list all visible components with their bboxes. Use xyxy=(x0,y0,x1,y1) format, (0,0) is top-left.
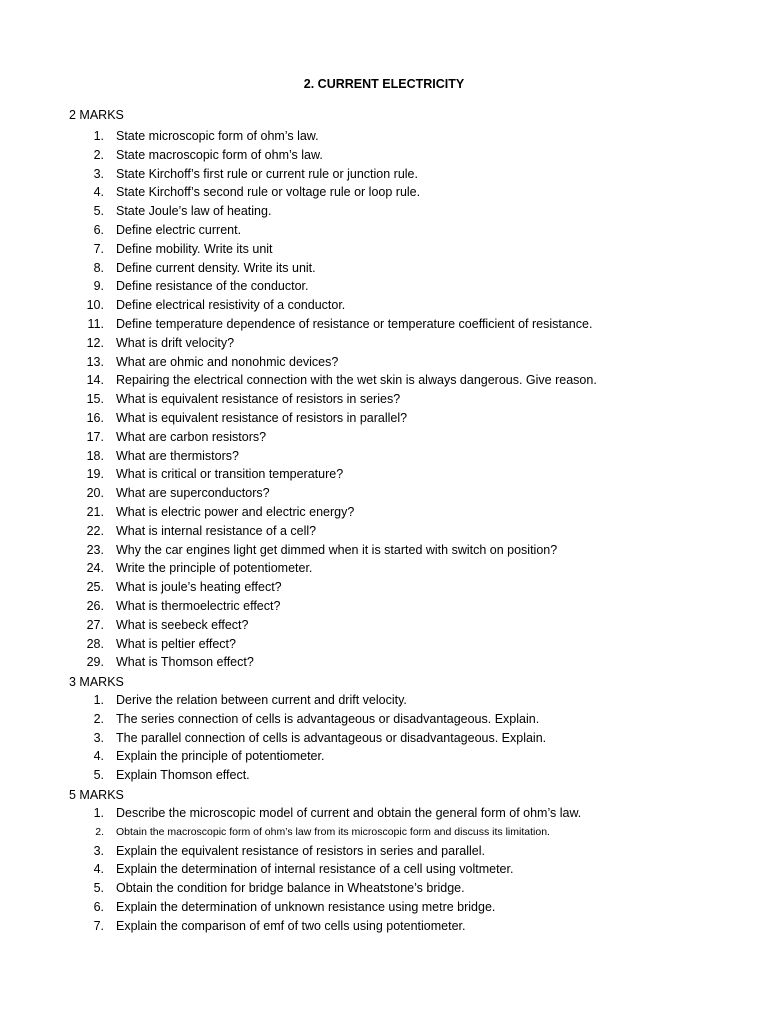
question-text: What is peltier effect? xyxy=(116,636,236,651)
section-heading-3-marks: 3 MARKS xyxy=(69,675,124,689)
question-text: Explain the determination of internal resistance of a cell using voltmeter. xyxy=(116,862,514,877)
question-text: State Kirchoff’s second rule or voltage rule or loop rule. xyxy=(116,185,421,200)
question-text: What is seebeck effect? xyxy=(116,617,249,632)
question-text: What is equivalent resistance of resistors in series? xyxy=(116,392,401,407)
question-number: 3. xyxy=(93,730,104,745)
question-text: What is drift velocity? xyxy=(116,335,235,350)
question-text: Define current density. Write its unit. xyxy=(116,260,316,275)
question-text: What are thermistors? xyxy=(116,448,239,463)
question-number: 23. xyxy=(86,542,104,557)
question-text: Explain the principle of potentiometer. xyxy=(116,749,325,764)
question-text: What is Thomson effect? xyxy=(116,655,254,670)
question-text: What are ohmic and nonohmic devices? xyxy=(116,354,339,369)
question-text: Explain the equivalent resistance of resistors in series and parallel. xyxy=(116,843,485,858)
question-text: State macroscopic form of ohm’s law. xyxy=(116,147,323,162)
question-text: Write the principle of potentiometer. xyxy=(116,561,313,576)
question-number: 7. xyxy=(93,241,104,256)
question-number: 18. xyxy=(86,448,104,463)
question-text: Define electric current. xyxy=(116,222,242,237)
question-number: 2. xyxy=(93,147,104,162)
question-text: State Kirchoff’s first rule or current rule or junction rule. xyxy=(116,166,418,181)
question-number: 1. xyxy=(93,129,104,143)
question-number: 11. xyxy=(87,316,104,331)
question-number: 26. xyxy=(86,598,104,613)
question-number: 9. xyxy=(93,279,104,294)
question-number: 5. xyxy=(93,881,104,896)
section-heading-5-marks: 5 MARKS xyxy=(69,788,124,802)
question-text: State Joule’s law of heating. xyxy=(116,204,272,219)
document-title: 2. CURRENT ELECTRICITY xyxy=(303,77,465,91)
question-text: What is critical or transition temperature? xyxy=(116,467,344,482)
question-text: The series connection of cells is advantageous or disadvantageous. Explain. xyxy=(116,711,540,726)
question-number: 5. xyxy=(93,768,104,783)
question-text: What are superconductors? xyxy=(116,486,270,501)
question-number: 16. xyxy=(86,410,104,425)
question-text: What is electric power and electric energy? xyxy=(116,504,355,519)
question-number: 1. xyxy=(93,806,104,820)
question-number: 1. xyxy=(93,693,104,707)
question-number: 2. xyxy=(95,825,104,838)
question-text: Derive the relation between current and drift velocity. xyxy=(116,693,407,707)
question-text: What is joule’s heating effect? xyxy=(116,580,282,595)
question-number: 15. xyxy=(86,392,104,407)
question-text: Repairing the electrical connection with the wet skin is always dangerous. Give reason. xyxy=(116,373,597,388)
question-number: 20. xyxy=(86,486,104,501)
question-text: What is thermoelectric effect? xyxy=(116,598,281,613)
question-text: Define electrical resistivity of a conductor. xyxy=(116,298,346,313)
question-text: Explain the determination of unknown resistance using metre bridge. xyxy=(116,899,496,914)
question-number: 10. xyxy=(86,298,104,313)
question-number: 5. xyxy=(93,204,104,219)
question-text: Why the car engines light get dimmed when it is started with switch on position? xyxy=(116,542,558,557)
question-number: 3. xyxy=(93,843,104,858)
question-number: 13. xyxy=(86,354,104,369)
question-text: Define mobility. Write its unit xyxy=(116,241,273,256)
question-text: What is internal resistance of a cell? xyxy=(116,523,317,538)
question-number: 8. xyxy=(93,260,104,275)
section-heading-2-marks: 2 MARKS xyxy=(69,108,124,122)
question-number: 14. xyxy=(86,373,104,388)
question-text: Explain the comparison of emf of two cells using potentiometer. xyxy=(116,918,466,933)
question-number: 25. xyxy=(86,580,104,595)
question-number: 7. xyxy=(93,918,104,933)
question-number: 29. xyxy=(86,655,104,670)
question-text: Obtain the condition for bridge balance in Wheatstone’s bridge. xyxy=(116,881,465,896)
question-number: 2. xyxy=(93,711,104,726)
question-number: 4. xyxy=(93,749,104,764)
question-text: State microscopic form of ohm’s law. xyxy=(116,129,319,143)
question-number: 6. xyxy=(93,899,104,914)
question-number: 17. xyxy=(86,429,104,444)
question-number: 12. xyxy=(86,335,104,350)
question-text: The parallel connection of cells is advantageous or disadvantageous. Explain. xyxy=(116,730,547,745)
question-number: 4. xyxy=(93,862,104,877)
question-number: 19. xyxy=(86,467,104,482)
question-number: 24. xyxy=(86,561,104,576)
question-number: 6. xyxy=(93,222,104,237)
question-number: 22. xyxy=(86,523,104,538)
question-number: 3. xyxy=(93,166,104,181)
question-text: Define temperature dependence of resistance or temperature coefficient of resistance. xyxy=(116,316,593,331)
question-number: 21. xyxy=(86,504,104,519)
question-text: Define resistance of the conductor. xyxy=(116,279,309,294)
question-number: 4. xyxy=(93,185,104,200)
question-text: What are carbon resistors? xyxy=(116,429,267,444)
question-text: Describe the microscopic model of current and obtain the general form of ohm’s law. xyxy=(116,806,582,820)
question-text: Obtain the macroscopic form of ohm’s law from its microscopic form and discuss its limitation. xyxy=(116,825,550,838)
question-number: 28. xyxy=(86,636,104,651)
question-text: Explain Thomson effect. xyxy=(116,768,250,783)
question-text: What is equivalent resistance of resistors in parallel? xyxy=(116,410,408,425)
question-number: 27. xyxy=(86,617,104,632)
